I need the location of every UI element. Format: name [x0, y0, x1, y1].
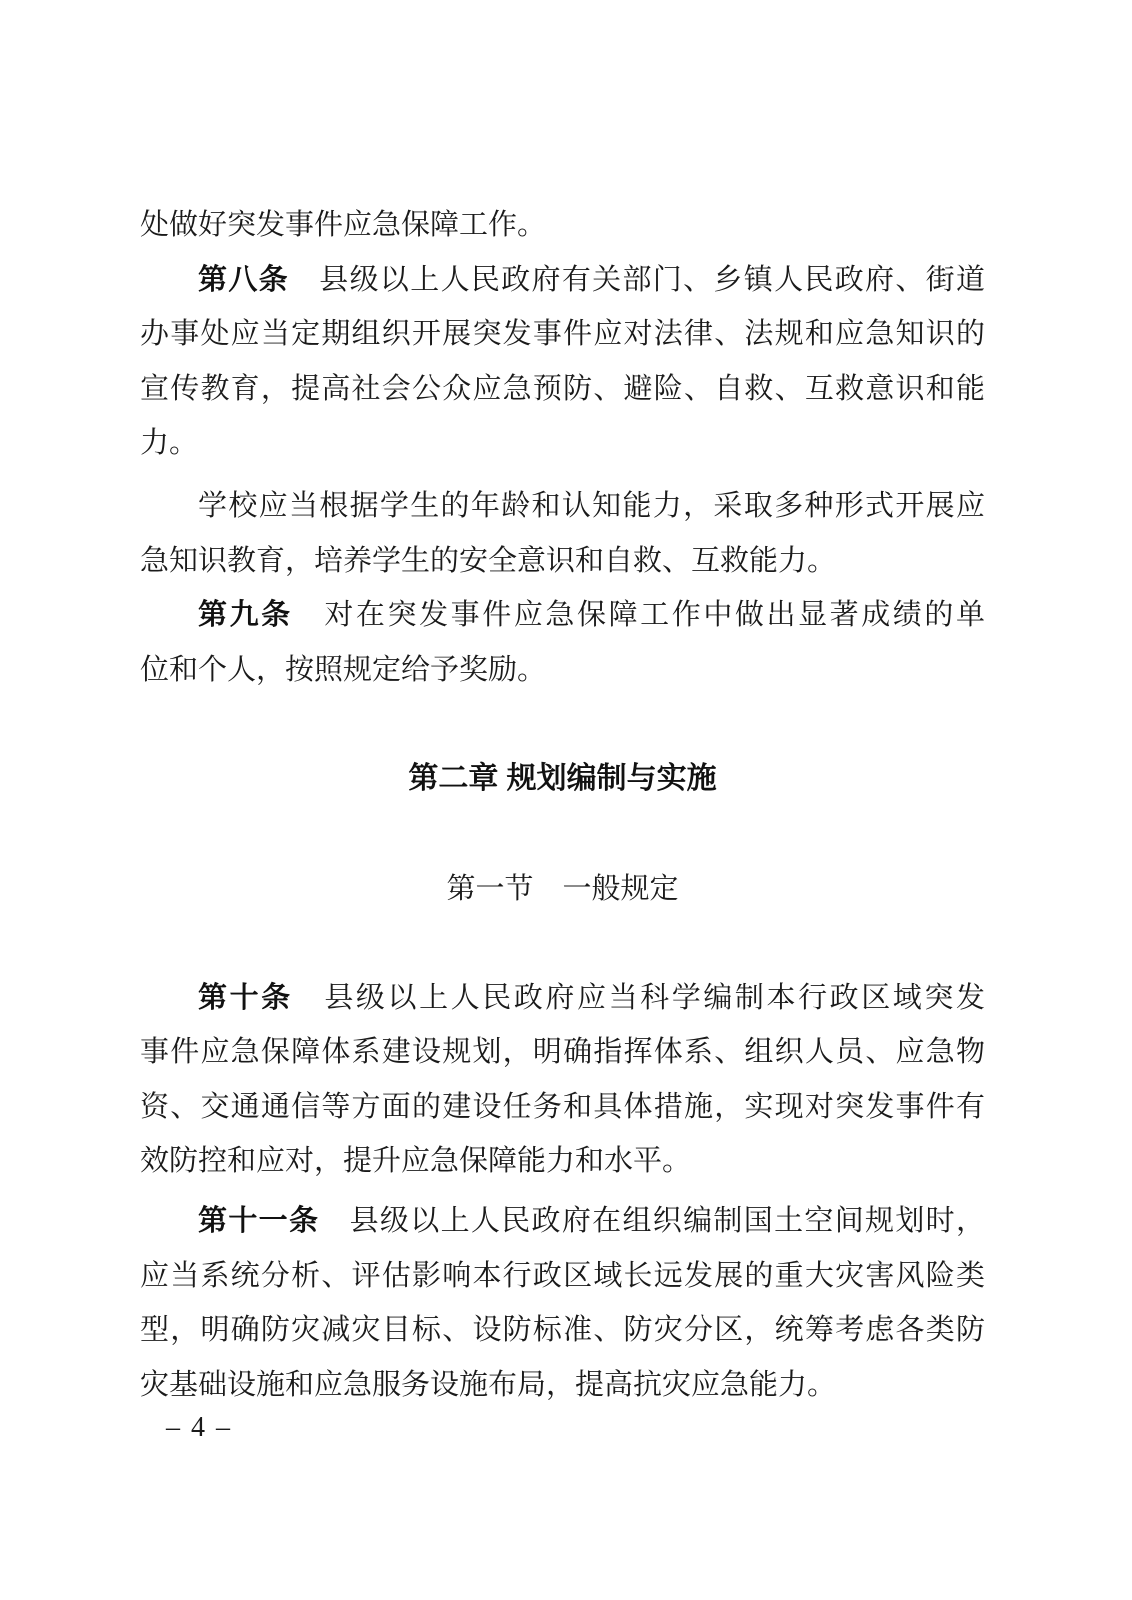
text-line	[140, 971, 985, 1026]
document-body	[140, 198, 985, 1412]
chapter-heading: 第二章 规划编制与实施	[408, 762, 717, 796]
paragraph	[140, 253, 985, 471]
text-line	[140, 1194, 985, 1249]
text-line	[140, 534, 985, 589]
line-text: 效防控和应对，提升应急保障能力和水平。	[140, 1145, 692, 1178]
text-line	[140, 1080, 985, 1135]
line-text: 对在突发事件应急保障工作中做出显著成绩的单	[324, 599, 985, 632]
text-line	[140, 1134, 985, 1189]
article-number: 第十一条	[198, 1204, 320, 1237]
paragraph	[140, 971, 985, 1189]
text-line	[140, 253, 985, 308]
line-text: 县级以上人民政府有关部门、乡镇人民政府、街道	[319, 263, 985, 296]
line-text: 县级以上人民政府在组织编制国土空间规划时，	[349, 1204, 985, 1237]
text-line	[140, 307, 985, 362]
article-number: 第十条	[198, 981, 293, 1014]
paragraph	[140, 588, 985, 697]
text-line	[140, 362, 985, 417]
line-text: 宣传教育，提高社会公众应急预防、避险、自救、互救意识和能	[140, 372, 985, 405]
text-line	[140, 1303, 985, 1358]
line-text: 灾基础设施和应急服务设施布局，提高抗灾应急能力。	[140, 1368, 837, 1401]
line-text: 资、交通通信等方面的建设任务和具体措施，实现对突发事件有	[140, 1090, 985, 1123]
text-line	[140, 198, 985, 253]
line-text: 办事处应当定期组织开展突发事件应对法律、法规和应急知识的	[140, 318, 985, 351]
line-text: 县级以上人民政府应当科学编制本行政区域突发	[324, 981, 985, 1014]
text-line	[140, 1249, 985, 1304]
text-line	[140, 479, 985, 534]
text-line	[140, 643, 985, 698]
article-number: 第八条	[198, 263, 289, 296]
line-text: 处做好突发事件应急保障工作。	[140, 209, 547, 241]
line-text: 型，明确防灾减灾目标、设防标准、防灾分区，统筹考虑各类防	[140, 1314, 985, 1347]
text-line	[140, 1358, 985, 1413]
text-line	[140, 416, 985, 471]
line-text: 学校应当根据学生的年龄和认知能力，采取多种形式开展应	[198, 489, 985, 522]
paragraph	[140, 198, 985, 253]
line-text: 力。	[140, 427, 199, 460]
line-text: 应当系统分析、评估影响本行政区域长远发展的重大灾害风险类	[140, 1259, 985, 1292]
paragraph	[140, 1194, 985, 1412]
paragraph	[140, 479, 985, 588]
page-number: – 4 –	[166, 1412, 232, 1443]
line-text: 急知识教育，培养学生的安全意识和自救、互救能力。	[140, 544, 837, 577]
text-line	[140, 1025, 985, 1080]
line-text: 位和个人，按照规定给予奖励。	[140, 653, 547, 686]
article-number: 第九条	[198, 599, 293, 632]
text-line	[140, 588, 985, 643]
line-text: 事件应急保障体系建设规划，明确指挥体系、组织人员、应急物	[140, 1036, 985, 1069]
section-heading: 第一节 一般规定	[446, 872, 679, 905]
